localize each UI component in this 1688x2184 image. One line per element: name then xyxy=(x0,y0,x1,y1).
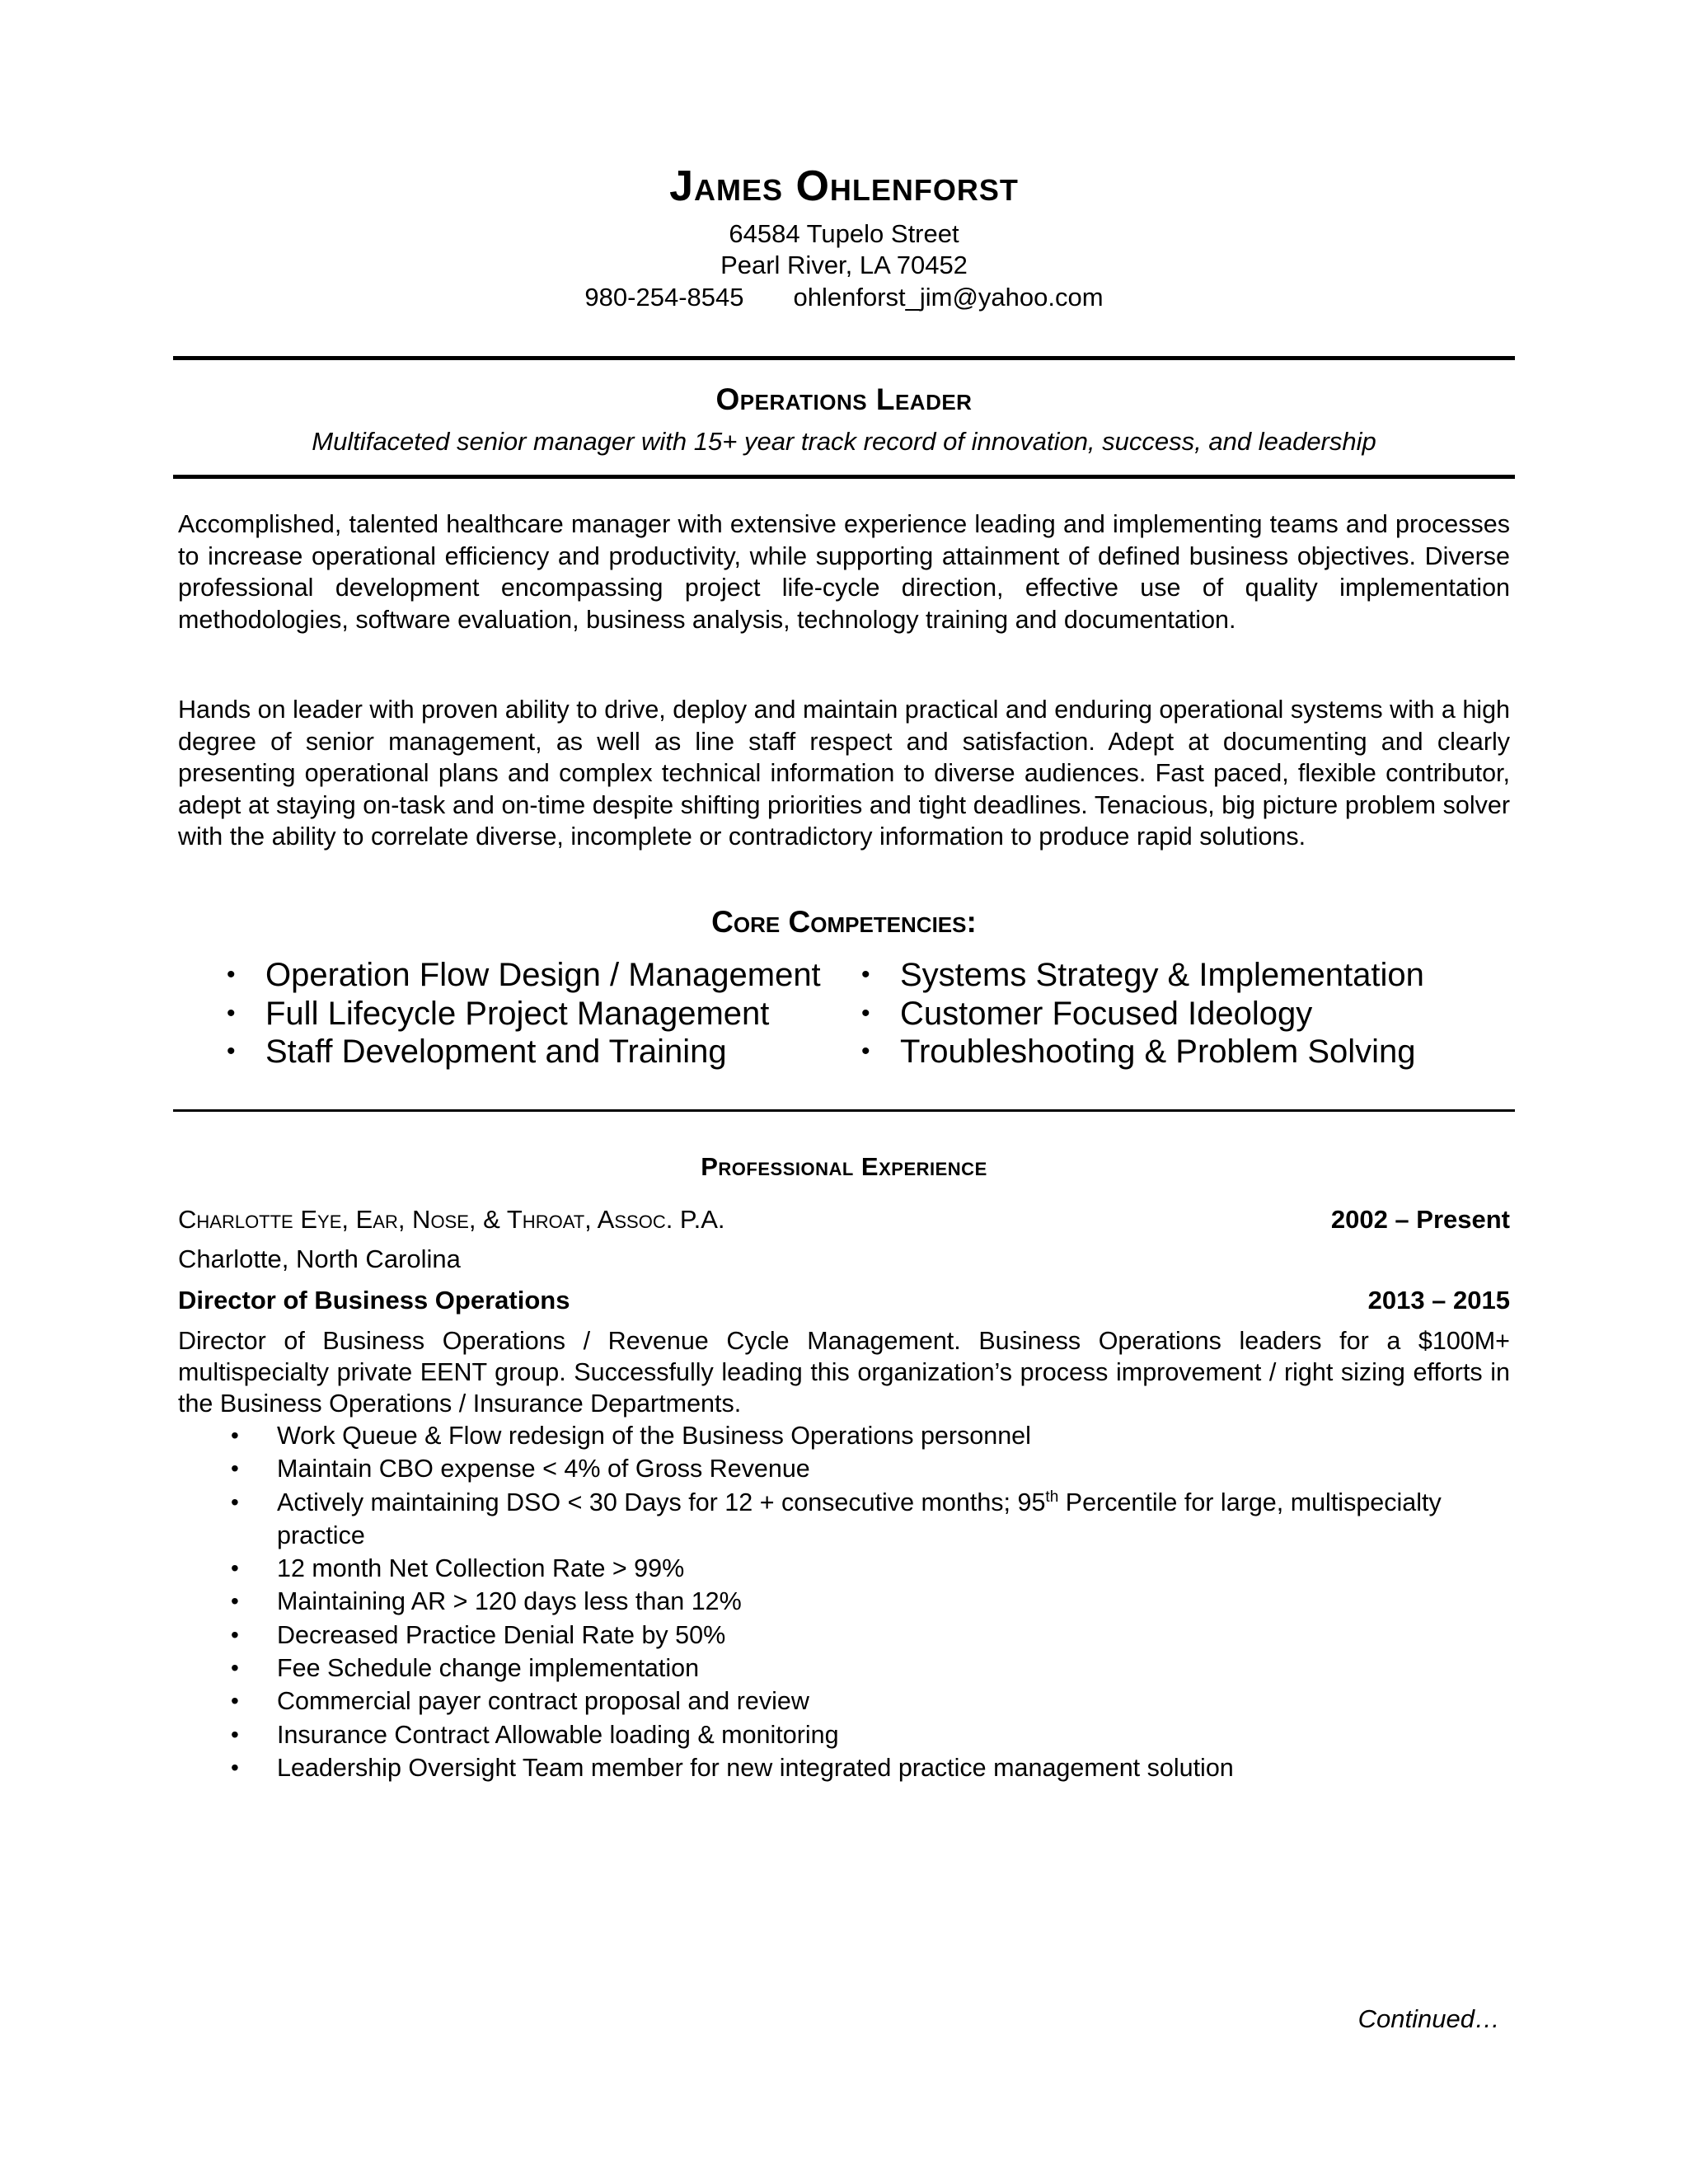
list-item xyxy=(223,1486,1459,1553)
list-item: • Full Lifecycle Project Management xyxy=(223,995,821,1033)
job-title-row xyxy=(178,1286,1510,1315)
list-item: • Commercial payer contract proposal and review xyxy=(223,1685,1459,1718)
list-item: • Maintain CBO expense < 4% of Gross Revenue xyxy=(223,1452,1459,1485)
experience-title: Professional Experience xyxy=(701,1152,987,1181)
job-description: Director of Business Operations / Revenue Cycle Management. Business Operations leaders for a $100M+ multispecialty private EENT group. Successfully leading this organization’s process improvement / right sizing efforts in the Business Operations / Insurance Departments. xyxy=(178,1327,1510,1418)
headline-title: Operations Leader xyxy=(715,382,973,416)
top-divider xyxy=(173,356,1515,360)
employer-location: Charlotte, North Carolina xyxy=(178,1244,461,1273)
candidate-name: James Ohlenforst xyxy=(669,162,1019,210)
continued-note: Continued… xyxy=(1357,2004,1500,2033)
list-item: • Work Queue & Flow redesign of the Business Operations personnel xyxy=(223,1419,1459,1452)
employer-row xyxy=(178,1205,1510,1235)
list-item: • Operation Flow Design / Management xyxy=(223,956,821,995)
competencies-divider xyxy=(173,1109,1515,1112)
list-item: • Insurance Contract Allowable loading & monitoring xyxy=(223,1718,1459,1751)
email-address: ohlenforst_jim@yahoo.com xyxy=(793,283,1104,312)
summary-paragraph-1: Accomplished, talented healthcare manager with extensive experience leading and implementing teams and processes to increase operational efficiency and productivity, while supporting attainment of defined business objectives. Diverse professional development encompassing project life-cycle direction, effective use of quality implementation methodologies, software evaluation, business analysis, technology training and documentation. xyxy=(178,510,1510,634)
duties-list xyxy=(223,1419,1459,1784)
address-street: 64584 Tupelo Street xyxy=(729,219,959,248)
list-item: • Fee Schedule change implementation xyxy=(223,1652,1459,1685)
list-item: • Customer Focused Ideology xyxy=(857,995,1424,1033)
contact-line xyxy=(0,283,1688,312)
phone-number: 980-254-8545 xyxy=(584,283,744,312)
duty-text: Actively maintaining DSO < 30 Days for 12 + consecutive months; 95 xyxy=(277,1488,1046,1516)
address-city: Pearl River, LA 70452 xyxy=(720,251,968,279)
list-item: • Maintaining AR > 120 days less than 12% xyxy=(223,1585,1459,1618)
list-item: • Staff Development and Training xyxy=(223,1033,821,1071)
headline-tagline: Multifaceted senior manager with 15+ year track record of innovation, success, and leadership xyxy=(312,427,1376,456)
job-title: Director of Business Operations xyxy=(178,1286,570,1315)
competencies-right-list xyxy=(857,956,1424,1071)
ordinal-suffix: th xyxy=(1045,1488,1059,1506)
list-item: • 12 month Net Collection Rate > 99% xyxy=(223,1552,1459,1585)
list-item: • Systems Strategy & Implementation xyxy=(857,956,1424,995)
list-item: • Leadership Oversight Team member for new integrated practice management solution xyxy=(223,1751,1459,1784)
employer-dates: 2002 – Present xyxy=(1330,1205,1510,1234)
core-competencies-title: Core Competencies: xyxy=(711,905,977,939)
list-item: • Troubleshooting & Problem Solving xyxy=(857,1033,1424,1071)
summary-paragraph-2: Hands on leader with proven ability to drive, deploy and maintain practical and enduring operational systems with a high degree of senior management, as well as line staff respect and satisfaction. Adept at documenting and clearly presenting operational plans and complex technical information to diverse audiences. Fast paced, flexible contributor, adept at staying on-task and on-time despite shifting priorities and tight deadlines. Tenacious, big picture problem solver with the ability to correlate diverse, incomplete or contradictory information to produce rapid solutions. xyxy=(178,696,1510,851)
employer-name: Charlotte Eye, Ear, Nose, & Throat, Assoc. P.A. xyxy=(178,1205,725,1234)
competencies-left-list xyxy=(223,956,821,1071)
duty-text-continued: Percentile for large, multispecialty practice xyxy=(277,1488,1442,1549)
headline-divider xyxy=(173,475,1515,479)
list-item: • Decreased Practice Denial Rate by 50% xyxy=(223,1619,1459,1652)
job-dates: 2013 – 2015 xyxy=(1367,1286,1510,1315)
